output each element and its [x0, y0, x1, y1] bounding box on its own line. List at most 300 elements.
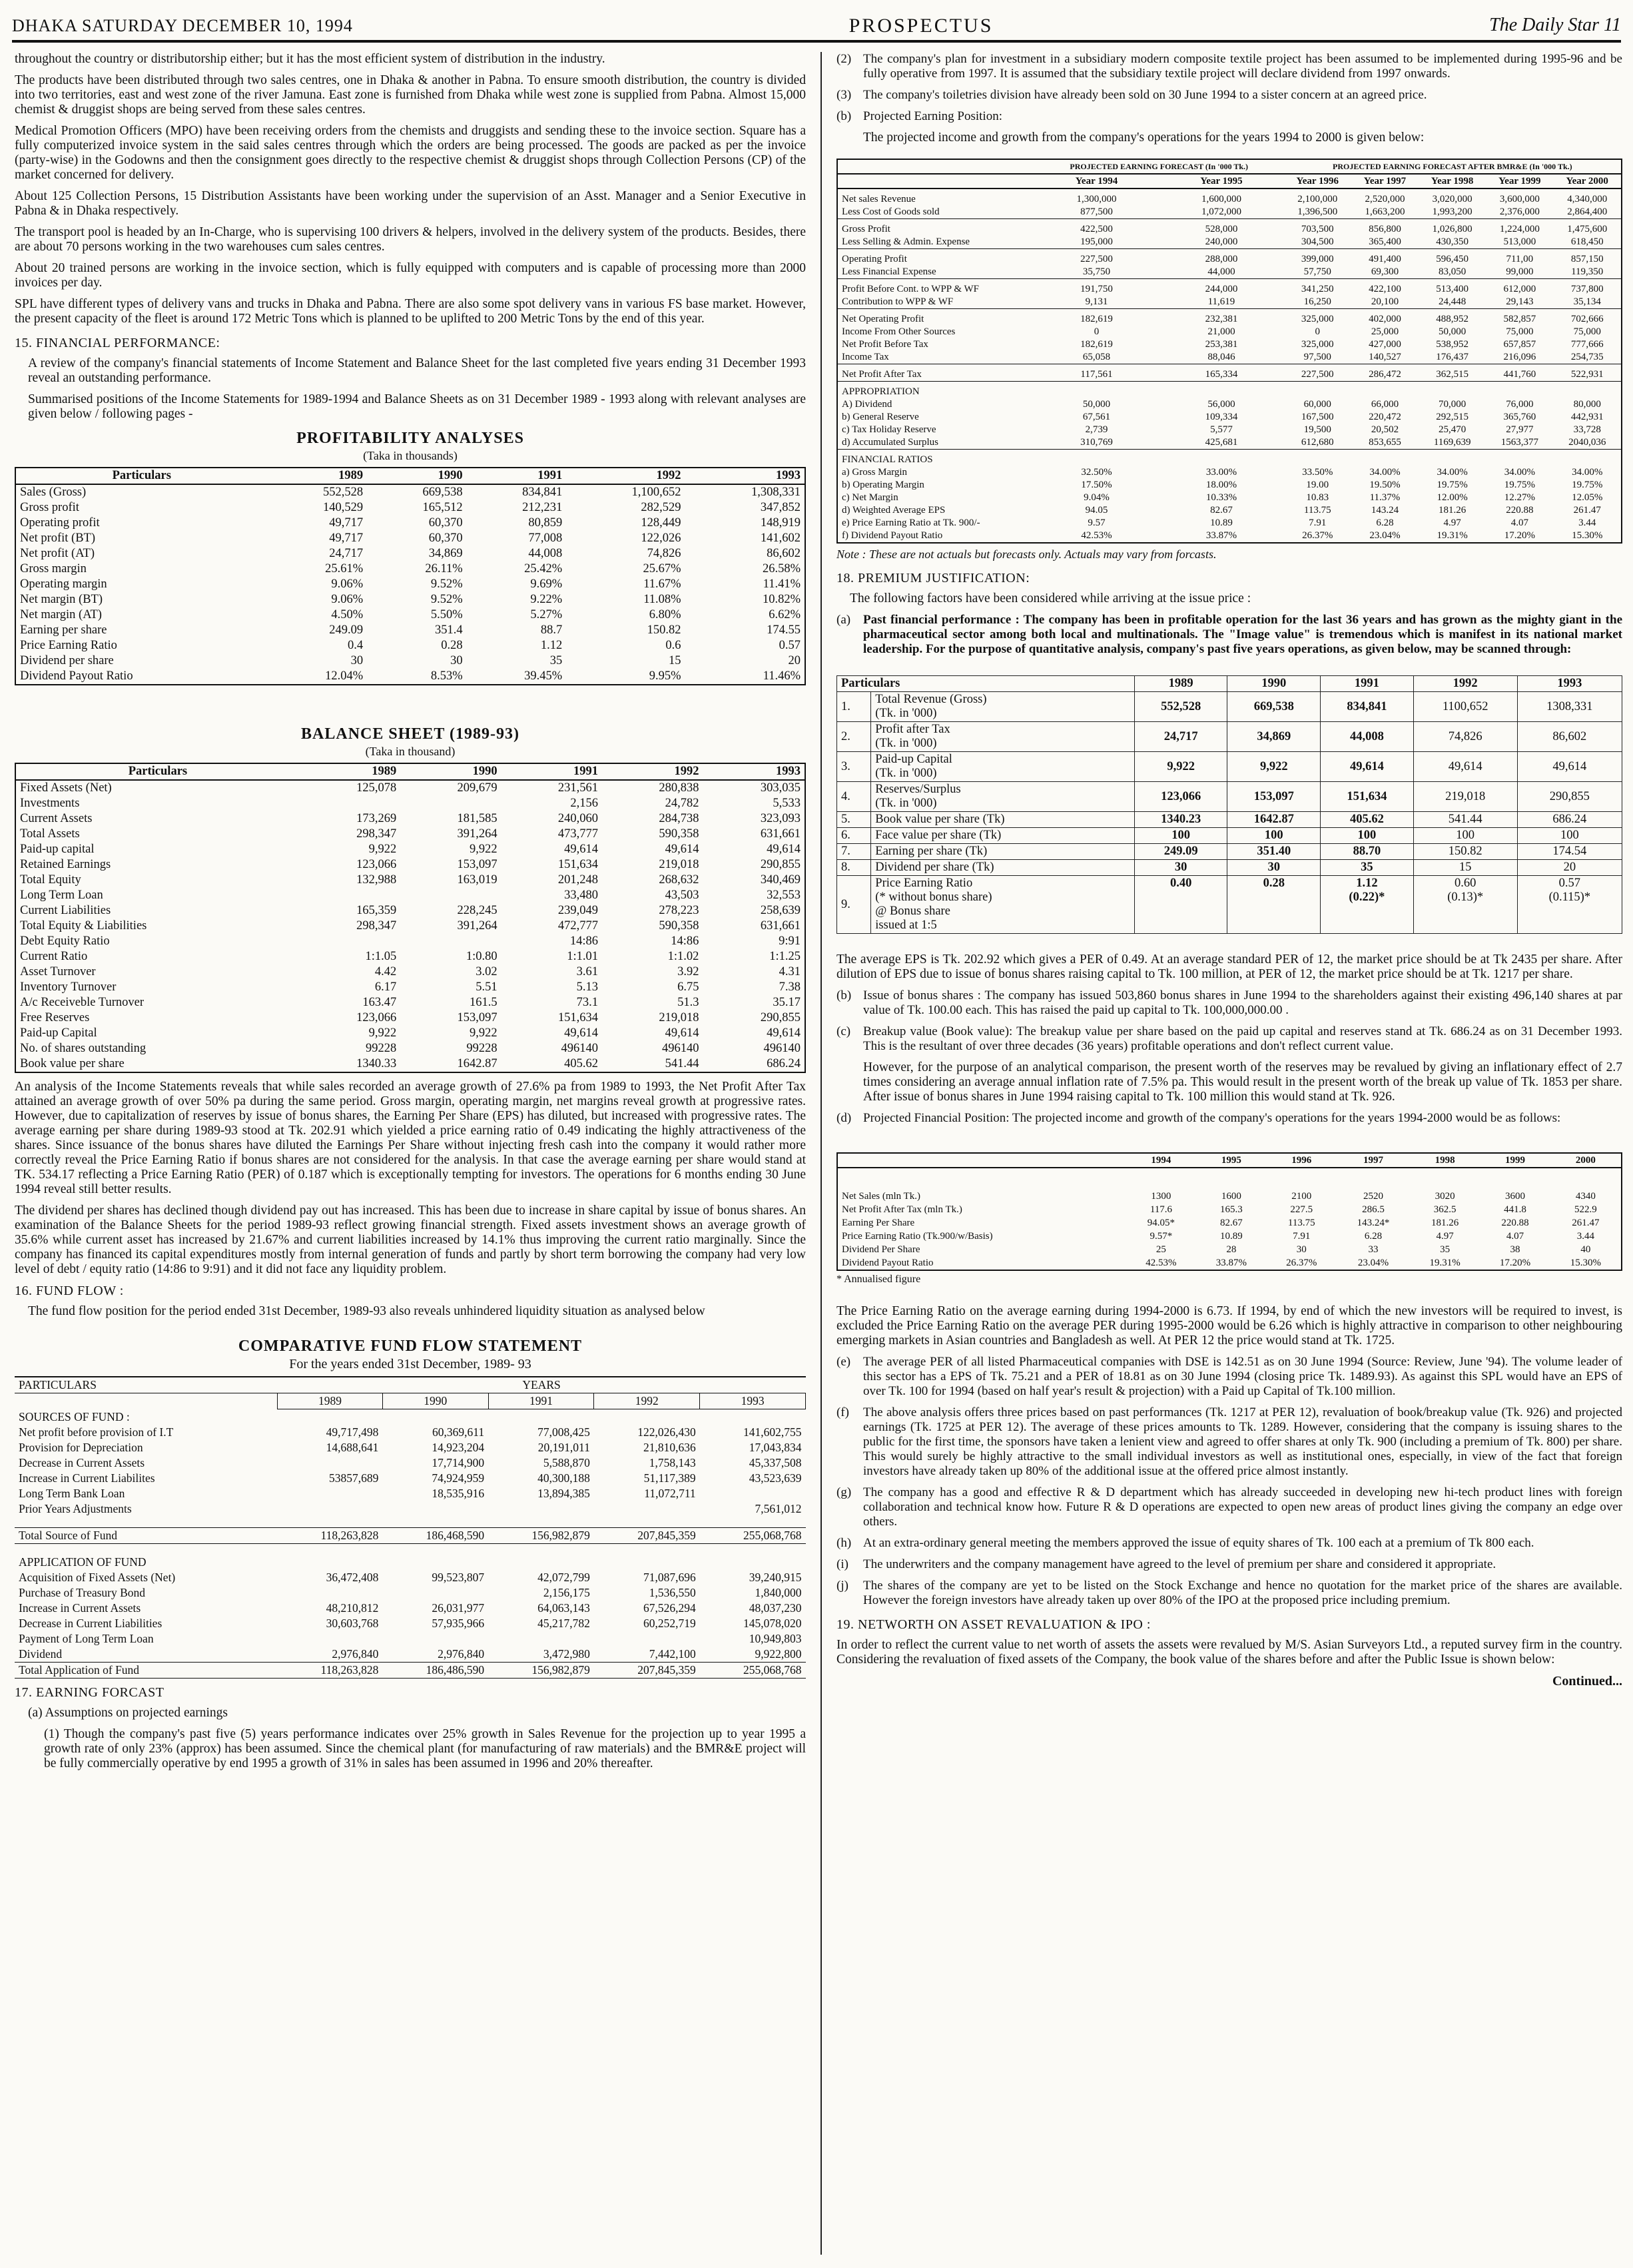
item-label: (e): [836, 1355, 851, 1369]
column-header: 1993: [1517, 676, 1622, 692]
table-cell: 19.31%: [1437, 530, 1468, 541]
table-cell: 9,922,800: [755, 1647, 802, 1661]
table-cell: 51,117,389: [643, 1471, 696, 1485]
table-row: [15, 484, 805, 500]
table-row: [15, 842, 805, 857]
table-cell: 1642.87: [457, 1057, 497, 1070]
table-cell: Net Sales (mln Tk.): [842, 1191, 921, 1202]
table-cell: 53857,689: [328, 1471, 379, 1485]
table-cell: 73.1: [576, 996, 599, 1009]
table-cell: 143.24: [1371, 505, 1399, 516]
table-cell: 5,588,870: [543, 1456, 590, 1469]
table-cell: 191,750: [1034, 279, 1159, 296]
table-cell: No. of shares outstanding: [20, 1042, 147, 1055]
profitability-subtitle: (Taka in thousands): [363, 449, 458, 462]
table-cell: 365,400: [1369, 236, 1401, 247]
table-cell: 49,717,498: [326, 1425, 379, 1439]
table-row: [15, 1585, 806, 1601]
item-text: The company's toiletries division have already been sold on 30 June 1994 to a sister concern at an agreed price.: [863, 88, 1427, 102]
table-cell: 686.24: [767, 1057, 801, 1070]
table-cell: 1:1.01: [567, 950, 599, 963]
table-cell: 0.57: [779, 639, 801, 652]
table-cell: 34,869: [428, 547, 463, 560]
table-row: [837, 752, 1622, 782]
table-row: [837, 692, 1622, 722]
table-cell: f) Dividend Payout Ratio: [842, 530, 943, 541]
table-cell: 4340: [1575, 1191, 1596, 1202]
table-cell: 1308,331: [1517, 692, 1622, 722]
section-17-heading: 17. EARNING FORCAST: [15, 1685, 164, 1700]
table-cell: 288,000: [1159, 249, 1283, 266]
column-header: Year 1998: [1419, 174, 1486, 189]
row-label: [871, 752, 1135, 782]
table-cell: 282,529: [641, 501, 681, 514]
table-cell: 33.50%: [1302, 467, 1333, 478]
table-cell: 522,931: [1553, 364, 1622, 382]
table-cell: 5,577: [1210, 424, 1233, 435]
table-cell: 441,760: [1486, 364, 1553, 382]
profitability-title: PROFITABILITY ANALYSES: [296, 430, 524, 447]
item-text: Breakup value (Book value): The breakup value per share based on the paid up capital and reserves stand at Tk. 686.24 as on 31 December 1993. This is the resultant of over three decades (36 years) profitable operations and don't reflect current value.: [863, 1024, 1622, 1053]
table-cell: 174.54: [1517, 844, 1622, 860]
table-cell: Payment of Long Term Loan: [19, 1632, 154, 1645]
column-header: 1990: [382, 1393, 488, 1409]
table-cell: 33.87%: [1205, 530, 1237, 541]
table-cell: 153,097: [457, 858, 497, 871]
cell-value: (0.115)*: [1548, 891, 1591, 904]
table-cell: 9,922: [470, 1026, 497, 1040]
table-cell: [488, 1501, 594, 1517]
table-cell: Total Equity: [20, 873, 81, 887]
item-text: Issue of bonus shares : The company has issued 503,860 bonus shares in June 1994 to the shareholders against their existing 496,140 shares at par value of Tk. 100.00 each. This has raised the paid up capital to Tk. 100,000,000.00 .: [863, 988, 1622, 1017]
table-cell: 292,515: [1436, 412, 1469, 422]
table-cell: 4.97: [1436, 1231, 1454, 1242]
table-cell: 2,976,840: [438, 1647, 485, 1661]
row-label-unit: (Tk. in '000): [875, 797, 937, 810]
table-cell: 496140: [661, 1042, 699, 1055]
table-row: [15, 888, 805, 903]
table-cell: 3.44: [1576, 1231, 1594, 1242]
row-label: [871, 692, 1135, 722]
table-cell: 74,826: [647, 547, 681, 560]
table-cell: 29,143: [1506, 296, 1534, 307]
table-cell: 1642.87: [1227, 812, 1321, 828]
table-cell: 181.26: [1431, 1218, 1459, 1228]
table-cell: 30: [450, 654, 463, 667]
table-cell: Current Assets: [20, 812, 93, 825]
table-cell: 17,043,834: [749, 1441, 802, 1454]
earning-forecast-items: [836, 52, 1622, 124]
table-row: [15, 827, 805, 842]
table-cell: 128,449: [641, 516, 681, 530]
table-cell: 44,008: [528, 547, 563, 560]
table-cell: 325,000: [1301, 339, 1334, 350]
column-header: [837, 174, 1034, 189]
table-cell: 35,134: [1573, 296, 1601, 307]
paragraph: About 125 Collection Persons, 15 Distribution Assistants have been working under the supervision of an Asst. Manager and a Senior Executive in Pabna & in Dhaka respectively.: [15, 189, 806, 218]
table-cell: 20: [1517, 860, 1622, 876]
row-number: 2.: [837, 722, 871, 752]
table-cell: Retained Earnings: [20, 858, 111, 871]
table-cell: Dividend: [19, 1647, 63, 1661]
table-cell: 391,264: [457, 827, 497, 841]
cell-value: 0.57: [1558, 877, 1581, 890]
table-cell: 1,224,000: [1486, 219, 1553, 236]
table-cell: [382, 1585, 488, 1601]
item-text: The company's plan for investment in a subsidiary modern composite textile project has been assumed to be implemented during 1995-96 and be fully operative from 1997. It is assumed that the subsidiary textile project will declare dividend from 1997 onwards.: [863, 52, 1622, 81]
table-cell: 42.53%: [1145, 1258, 1177, 1268]
item-d: (d) Projected Financial Position: The projected income and growth of the company's operations for the years 1994-2000 would be as follows:: [836, 1111, 1561, 1125]
table-cell: 60,000: [1303, 399, 1331, 410]
table-cell: 4.97: [1443, 518, 1461, 528]
table-cell: Provision for Depreciation: [19, 1441, 143, 1454]
table-cell: Total Equity & Liabilities: [20, 919, 147, 933]
table-cell: 5.51: [476, 980, 497, 994]
fund-flow-subtitle: For the years ended 31st December, 1989- 93: [289, 1357, 531, 1371]
row-label-text: Reserves/Surplus: [875, 783, 961, 796]
table-cell: 9,922: [368, 843, 397, 856]
table-row: [837, 450, 1622, 467]
table-row: [837, 1256, 1622, 1270]
table-cell: 3,600,000: [1486, 189, 1553, 206]
analysis-paragraphs: [15, 1080, 806, 1277]
table-cell: A) Dividend: [842, 399, 892, 410]
table-cell: 10.83: [1306, 492, 1329, 503]
table-cell: 1,100,652: [631, 486, 681, 499]
column-header: [837, 159, 1034, 174]
table-cell: 48,210,812: [326, 1601, 379, 1615]
row-label-text: @ Bonus share: [875, 905, 950, 918]
table-cell: 9.06%: [331, 593, 364, 606]
table-cell: 39.45%: [524, 669, 563, 683]
table-cell: Earning per share: [20, 623, 107, 637]
table-cell: 9.06%: [331, 577, 364, 591]
table-cell: a) Gross Margin: [842, 467, 908, 478]
table-cell: 737,800: [1553, 279, 1622, 296]
table-cell: 1:1.05: [365, 950, 397, 963]
table-cell: 64,063,143: [537, 1601, 590, 1615]
table-cell: [15, 1544, 806, 1555]
table-cell: 4.07: [1506, 1231, 1524, 1242]
table-cell: 35: [549, 654, 563, 667]
table-cell: 9,922: [1227, 752, 1321, 782]
table-cell: 34.00%: [1572, 467, 1603, 478]
table-cell: 38: [1510, 1244, 1520, 1255]
table-cell: Price Earning Ratio: [20, 639, 117, 652]
table-cell: 117,561: [1034, 364, 1159, 382]
table-cell: 220,472: [1369, 412, 1401, 422]
column-header: 1999: [1480, 1153, 1550, 1168]
table-cell: 402,000: [1351, 309, 1419, 326]
table-row: [15, 1377, 806, 1393]
table-cell: 25,470: [1439, 424, 1467, 435]
table-cell: Long Term Bank Loan: [19, 1487, 125, 1500]
table-cell: 2040,036: [1568, 437, 1606, 448]
table-cell: 49,614: [564, 843, 599, 856]
table-cell: 7.38: [779, 980, 801, 994]
table-cell: 113.75: [1287, 1218, 1315, 1228]
table-cell: 1,300,000: [1034, 189, 1159, 206]
table-cell: Increase in Current Liabilites: [19, 1471, 155, 1485]
table-cell: 669,538: [1227, 692, 1321, 722]
bonus-breakup-items: [836, 988, 1622, 1054]
table-row: [15, 638, 805, 653]
table-cell: 1300: [1151, 1191, 1171, 1202]
table-cell: 11.67%: [643, 577, 681, 591]
table-cell: Operating Profit: [837, 249, 1034, 266]
table-cell: 488,952: [1419, 309, 1486, 326]
table-cell: 20,100: [1371, 296, 1399, 307]
paragraph: Medical Promotion Officers (MPO) have been receiving orders from the chemists and druggists and sending these to the invoice section. Square has a fully computerized invoice system in the said sales centres through which the orders are being processed. The goods are packed as per the invoice (party-wise) in the Godowns and then the consignment goes directly to the respective chemist & druggist shops through Collection Persons (CP) of the market concerned for delivery.: [15, 124, 806, 182]
table-cell: 284,738: [659, 812, 699, 825]
table-cell: 57,750: [1303, 266, 1331, 277]
table-cell: Net Profit After Tax (mln Tk.): [842, 1204, 962, 1215]
table-cell: 19.75%: [1572, 480, 1603, 490]
table-cell: 122,026,430: [637, 1425, 696, 1439]
table-cell: 4.42: [374, 965, 397, 978]
row-label: [871, 782, 1135, 812]
past-performance-table: [836, 675, 1622, 934]
table-cell: Less Selling & Admin. Expense: [842, 236, 970, 247]
table-cell: 60,370: [428, 532, 463, 545]
table-cell: d) Accumulated Surplus: [842, 437, 938, 448]
list-item: [836, 1024, 1622, 1054]
page-header: [12, 9, 1621, 43]
table-cell: Less Cost of Goods sold: [842, 206, 940, 217]
table-cell: A/c Receiveble Turnover: [20, 996, 144, 1009]
profitability-table: [15, 467, 806, 685]
table-cell: 66,000: [1371, 399, 1399, 410]
row-label-text: Total Revenue (Gross): [875, 693, 987, 706]
table-cell: 686.24: [1517, 812, 1622, 828]
row-label-text: Profit after Tax: [875, 723, 950, 736]
table-cell: 141,602: [760, 532, 801, 545]
table-cell: 298,347: [356, 827, 397, 841]
table-row: [15, 623, 805, 638]
balance-sheet-subtitle: (Taka in thousand): [365, 745, 456, 758]
row-label: [871, 812, 1135, 828]
table-cell: 341,250: [1284, 279, 1351, 296]
row-label-text: (* without bonus share): [875, 891, 992, 904]
table-cell: 26.11%: [425, 562, 463, 575]
table-cell: 5,533: [773, 797, 801, 810]
eps-paragraph: The average EPS is Tk. 202.92 which gives a PER of 0.49. At an average standard PER of 12, the market price should be at Tk 2435 per share. After dilution of EPS due to issue of bonus shares raising capital to Tk. 100 million, at PER of 12, the market price should be at Tk. 1217 per share.: [836, 952, 1622, 981]
column-header: Particulars: [15, 468, 268, 484]
table-cell: 310,769: [1080, 437, 1113, 448]
table-cell: 2,156,175: [543, 1586, 590, 1599]
table-cell: 119,350: [1571, 266, 1604, 277]
table-cell: Paid-up capital: [20, 843, 95, 856]
table-cell: 1100,652: [1413, 692, 1517, 722]
item-label: (2): [836, 52, 852, 66]
table-cell: 40,300,188: [537, 1471, 590, 1485]
table-cell: Decrease in Current Liabilities: [19, 1617, 163, 1630]
column-header: 1992: [566, 468, 685, 484]
table-cell: 6.17: [374, 980, 397, 994]
table-row: [15, 1528, 806, 1544]
table-cell: 14,688,641: [326, 1441, 379, 1454]
column-header: YEARS: [278, 1377, 806, 1393]
table-row: [15, 780, 805, 796]
table-cell: 1:1.02: [667, 950, 699, 963]
table-cell: 1,840,000: [755, 1586, 802, 1599]
table-cell: 43,503: [665, 889, 699, 902]
table-cell: 49,614: [1517, 752, 1622, 782]
premium-intro: The following factors have been considered while arriving at the issue price :: [850, 591, 1251, 605]
paragraph: The products have been distributed through two sales centres, one in Dhaka & another in Pabna. To ensure smooth distribution, the country is divided into two territories, east and west zone of the river Jamuna. East zone is furnished from Dhaka while west zone is supplied from Pabna. Almost 15,000 chemist & druggist shops are being served from these sales centres.: [15, 73, 806, 117]
table-cell: 1:0.80: [466, 950, 497, 963]
item-label: (i): [836, 1557, 848, 1571]
table-row: [15, 516, 805, 531]
table-cell: 496140: [763, 1042, 801, 1055]
table-cell: 45,337,508: [749, 1456, 802, 1469]
row-number: 6.: [837, 828, 871, 844]
table-cell: Current Ratio: [20, 950, 88, 963]
table-cell: 174.55: [767, 623, 801, 637]
table-cell: [1134, 876, 1227, 934]
table-cell: 1,475,600: [1553, 219, 1622, 236]
table-cell: Debt Equity Ratio: [20, 935, 110, 948]
table-cell: 405.62: [564, 1057, 599, 1070]
table-cell: Net Profit After Tax: [837, 364, 1034, 382]
table-row: [837, 828, 1622, 844]
table-cell: 1169,639: [1433, 437, 1471, 448]
table-row: [837, 296, 1622, 309]
table-cell: Total Application of Fund: [15, 1663, 278, 1679]
table-cell: 118,263,828: [278, 1528, 383, 1544]
table-cell: 856,800: [1351, 219, 1419, 236]
table-cell: 35.17: [773, 996, 801, 1009]
section-18-heading: 18. PREMIUM JUSTIFICATION:: [836, 571, 1030, 585]
table-cell: 20,191,011: [537, 1441, 590, 1454]
table-cell: 496140: [561, 1042, 599, 1055]
cell-value: (0.13)*: [1447, 891, 1484, 904]
table-cell: 10,949,803: [749, 1632, 802, 1645]
table-cell: 19.00: [1306, 480, 1329, 490]
table-cell: 186,486,590: [382, 1663, 488, 1679]
table-cell: 340,469: [760, 873, 801, 887]
table-cell: [278, 1585, 383, 1601]
column-header: PROJECTED EARNING FORECAST AFTER BMR&E (In '000 Tk.): [1284, 159, 1622, 174]
header-section-title: PROSPECTUS: [848, 15, 994, 37]
table-cell: 35: [1321, 860, 1414, 876]
table-cell: 631,661: [760, 827, 801, 841]
column-header: 1991: [488, 1393, 594, 1409]
table-cell: 43,523,639: [749, 1471, 802, 1485]
table-cell: 49,614: [665, 1026, 699, 1040]
table-cell: 156,982,879: [488, 1528, 594, 1544]
table-cell: [488, 1631, 594, 1647]
table-cell: 207,845,359: [594, 1528, 700, 1544]
table-cell: 33,728: [1573, 424, 1601, 435]
table-cell: 1340.33: [356, 1057, 397, 1070]
assumptions-heading: (a) Assumptions on projected earnings: [28, 1706, 228, 1720]
table-cell: 325,000: [1284, 309, 1351, 326]
table-cell: 165,512: [422, 501, 463, 514]
table-cell: 167,500: [1301, 412, 1334, 422]
row-label: [871, 860, 1135, 876]
table-cell: 258,639: [760, 904, 801, 917]
row-label-text: Dividend per share (Tk): [875, 861, 994, 874]
table-cell: Gross profit: [20, 501, 79, 514]
table-cell: Net margin (BT): [20, 593, 103, 606]
table-cell: 16,250: [1303, 296, 1331, 307]
row-label: [871, 876, 1135, 934]
section-16-heading: 16. FUND FLOW :: [15, 1284, 124, 1298]
column-header: Year 1996: [1284, 174, 1351, 189]
spacer-row: [15, 1544, 806, 1555]
table-cell: Gross Profit: [837, 219, 1034, 236]
table-cell: [300, 934, 400, 949]
item-label: (b): [836, 988, 852, 1002]
table-cell: Contribution to WPP & WF: [842, 296, 954, 307]
paragraph: A review of the company's financial statements of Income Statement and Balance Sheet for the last completed five years ending 31 December 1993 reveal an outstanding performance.: [28, 356, 806, 385]
table-cell: 15: [1413, 860, 1517, 876]
table-cell: 49,614: [564, 1026, 599, 1040]
table-cell: 8.53%: [430, 669, 463, 683]
table-cell: 9,922: [368, 1026, 397, 1040]
table-cell: 2,976,840: [332, 1647, 379, 1661]
table-cell: 3.92: [677, 965, 699, 978]
table-cell: 1,072,000: [1201, 206, 1241, 217]
table-cell: e) Price Earning Ratio at Tk. 900/-: [842, 518, 980, 528]
table-cell: 491,400: [1351, 249, 1419, 266]
balance-sheet-table: [15, 763, 806, 1073]
table-cell: 5.13: [576, 980, 599, 994]
table-cell: 9.69%: [530, 577, 563, 591]
table-cell: 49,717: [329, 532, 364, 545]
table-cell: 422,500: [1034, 219, 1159, 236]
table-cell: Gross margin: [20, 562, 87, 575]
cell-value: 0.60: [1454, 877, 1476, 890]
spacer-row: [15, 1517, 806, 1528]
column-header: Particulars: [837, 676, 1135, 692]
row-label-text: Paid-up Capital: [875, 753, 952, 766]
table-cell: Less Financial Expense: [842, 266, 936, 277]
table-row: [15, 919, 805, 934]
table-cell: 0.4: [348, 639, 364, 652]
table-cell: Current Liabilities: [20, 904, 111, 917]
table-cell: 39,240,915: [749, 1571, 802, 1584]
table-row: [15, 1570, 806, 1585]
table-cell: 3.61: [576, 965, 599, 978]
table-cell: 33,480: [564, 889, 599, 902]
table-row: [837, 466, 1622, 479]
table-cell: 123,066: [356, 858, 397, 871]
table-cell: 118,263,828: [278, 1663, 383, 1679]
table-cell: 42,072,799: [537, 1571, 590, 1584]
table-cell: 18,535,916: [432, 1487, 485, 1500]
table-cell: 75,000: [1573, 326, 1601, 337]
table-row: [15, 1041, 805, 1056]
table-cell: 94.05*: [1147, 1218, 1175, 1228]
table-cell: 11.46%: [763, 669, 801, 683]
table-cell: Income Tax: [842, 352, 889, 362]
table-cell: [1517, 876, 1622, 934]
table-row: [15, 1486, 806, 1501]
column-header: [837, 1153, 1126, 1168]
table-row: [15, 1601, 806, 1616]
table-cell: 12.00%: [1437, 492, 1468, 503]
table-cell: 125,078: [356, 781, 397, 795]
table-cell: 71,087,696: [643, 1571, 696, 1584]
table-cell: 60,369,611: [432, 1425, 485, 1439]
table-cell: 80,859: [528, 516, 563, 530]
column-header: 1993: [700, 1393, 806, 1409]
table-row: [15, 1440, 806, 1455]
list-item: [836, 1485, 1622, 1529]
table-cell: 0: [1094, 326, 1100, 337]
